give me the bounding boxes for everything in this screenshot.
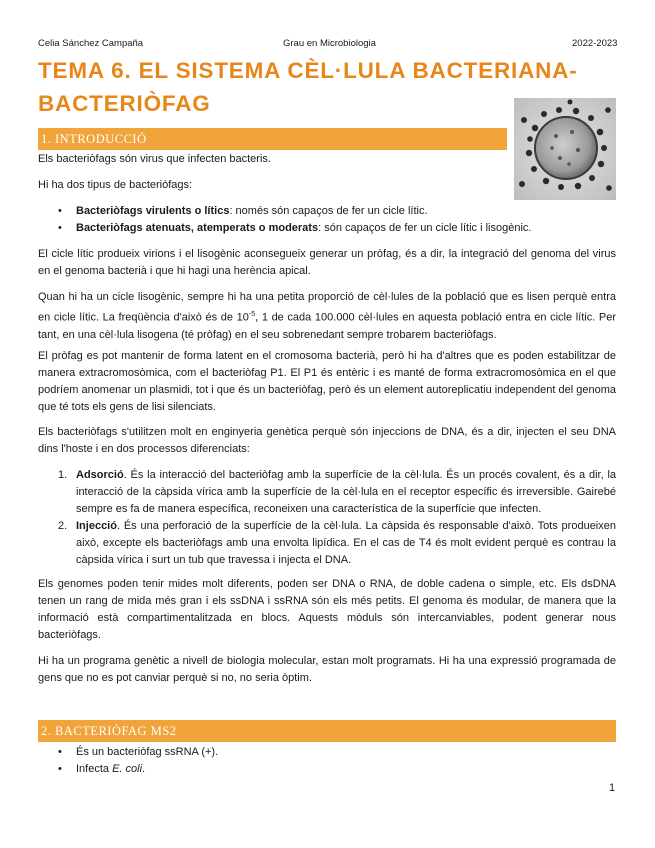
bullet-icon: • xyxy=(58,222,62,234)
paragraph: El cicle lític produeix virions i el lisogènic aconsegueix generar un pròfag, és a dir, la integració del genoma del virus en el genoma bacterià i que hi hagi una herència apical. xyxy=(38,248,616,277)
section-heading-introduccio: 1. INTRODUCCIÓ xyxy=(38,128,507,150)
page-title: TEMA 6. EL SISTEMA CÈL·LULA BACTERIANA-BACTERIÒFAG xyxy=(38,58,578,116)
paragraph: Els bacteriòfags s'utilitzen molt en enginyeria genètica perquè són injeccions de DNA, és a dir, injecten el seu DNA dins l'hoste i en dos processos diferenciats: xyxy=(38,426,616,455)
paragraph: El pròfag es pot mantenir de forma latent en el cromosoma bacterià, però hi ha d'altres que es poden estabilitzar de manera extracromosòmica, com el bacteriòfag P1. El P1 és entèric i es manté de forma extracromosòmica en el que podríem anomenar un plasmidi, tot i que és un bacteriòfag, però és un element autoreplicatiu independent del genoma que té tots els gens de lisi silenciats. xyxy=(38,350,616,413)
bullet-icon: • xyxy=(58,746,62,758)
paragraph: Hi ha un programa genètic a nivell de biologia molecular, estan molt programats. Hi ha una expressió programada de gens que no es pot canviar perquè si no, no seria òptim. xyxy=(38,655,616,684)
header-author: Celia Sánchez Campaña xyxy=(38,38,144,49)
page-number: 1 xyxy=(609,782,616,794)
paragraph: Quan hi ha un cicle lisogènic, sempre hi ha una petita proporció de cèl·lules de la població que es lisen perquè entra en cicle lític. La freqüència d'això és de $10^{-5}$, 1 de cada 100.000 cèl·lules en aquesta població entra en cicle lític. Per tant, en una cèl·lula lisogena (té pròfag) en el seu sobrenedant sempre trobarem bacteriòfags. xyxy=(38,291,616,341)
paragraph: Els genomes poden tenir mides molt diferents, poden ser DNA o RNA, de doble cadena o simple, etc. Els dsDNA tenen un rang de mida més gran i els ssDNA i ssRNA són els més petits. El genoma és modular, de manera que la informació està compartimentalitzada en blocs. Aquests mòduls són intercanviables, podent generar nous bacteriòfags. xyxy=(38,578,616,641)
header-course: Grau en Microbiologia xyxy=(283,38,376,49)
bullet-icon: • xyxy=(58,205,62,217)
paragraph: Hi ha dos tipus de bacteriòfags: xyxy=(38,179,193,191)
section-heading-ms2: 2. BACTERIÒFAG MS2 xyxy=(38,720,616,742)
bullet-icon: • xyxy=(58,763,62,775)
header-year: 2022-2023 xyxy=(572,38,618,49)
paragraph: Els bacteriòfags són virus que infecten bacteris. xyxy=(38,153,271,165)
